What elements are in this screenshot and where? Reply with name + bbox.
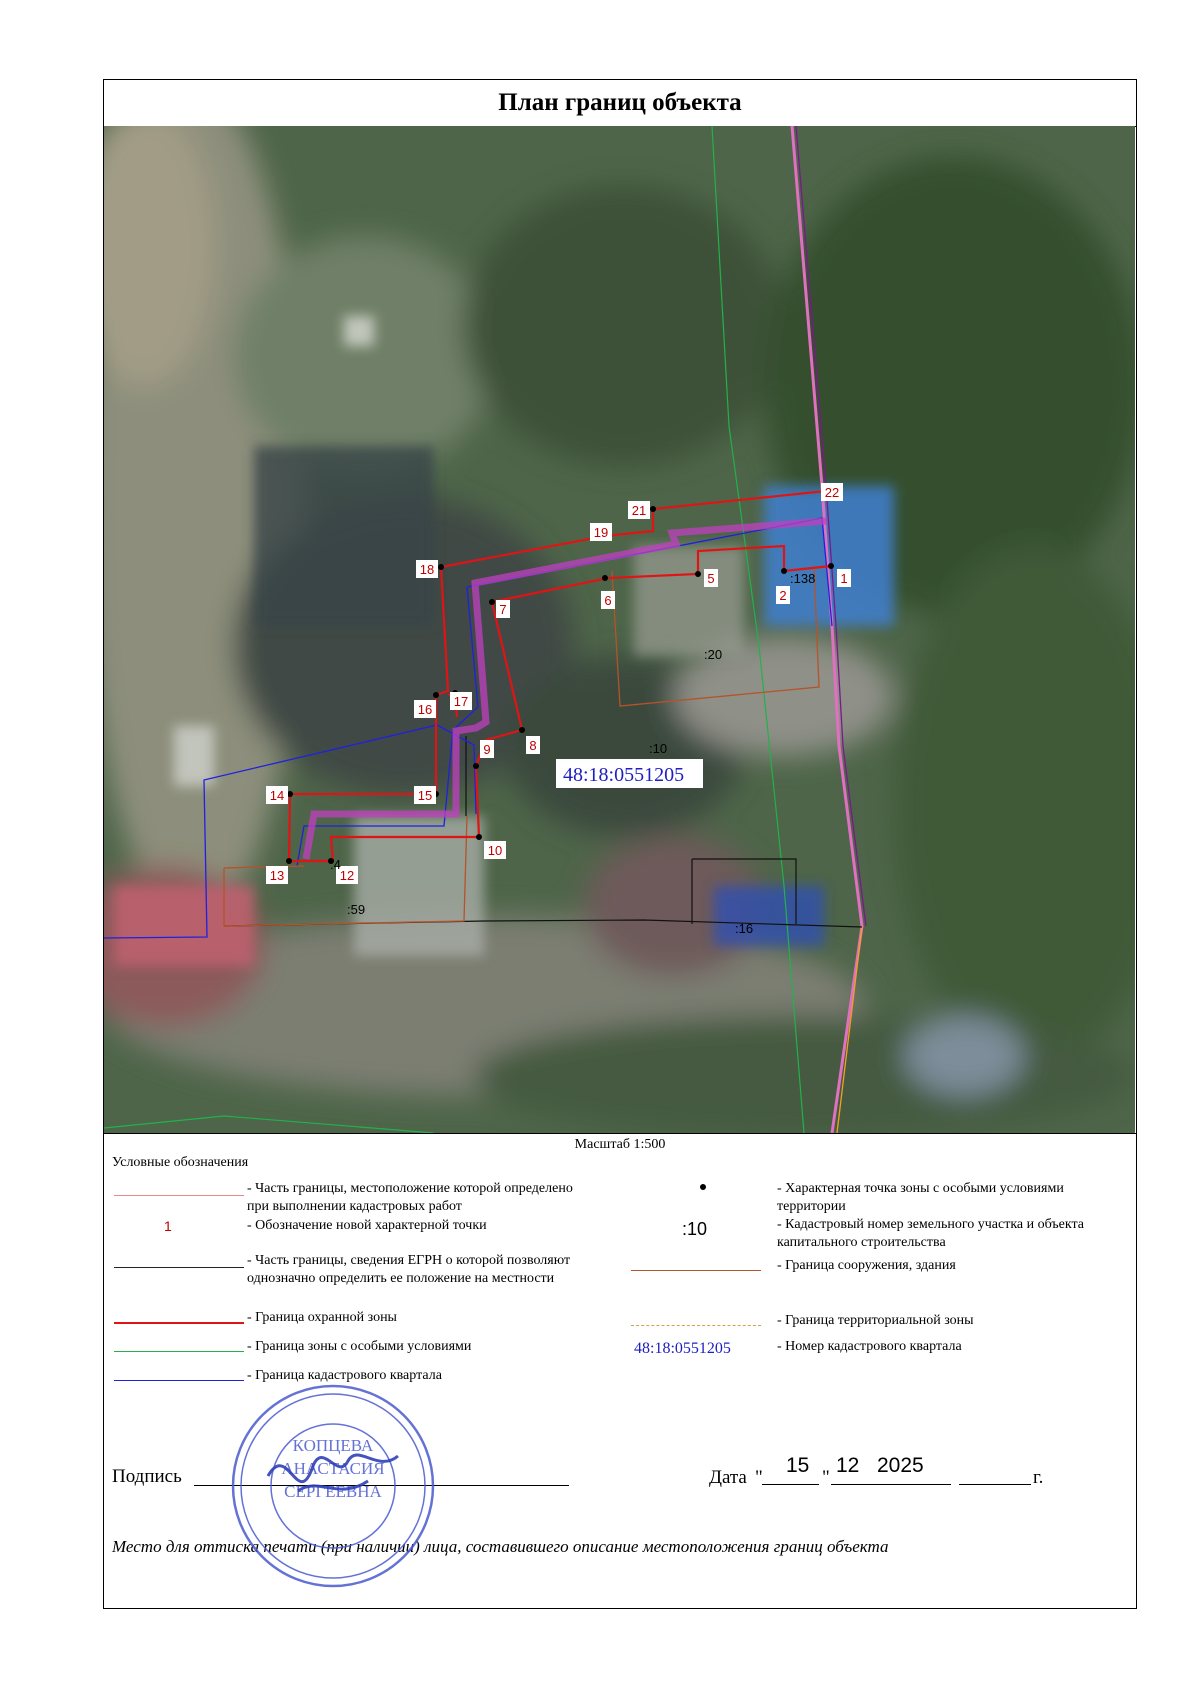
point-label-17: 17 [453,694,469,709]
legend-sample-quarter-number: 48:18:0551205 [634,1340,731,1357]
date-year-line [959,1484,1031,1485]
parcel-label-20: :20 [704,647,723,662]
legend-title: Условные обозначения [112,1155,249,1170]
parcel-label-10: :10 [649,741,668,756]
point-dot-18 [438,564,444,570]
parcel-label-16: :16 [735,921,754,936]
point-label-1: 1 [840,571,848,586]
place-note: Место для оттиска печати (при наличии) лица, составившего описание местоположения границ объекта [112,1537,889,1556]
date-day[interactable]: 15 [786,1454,810,1477]
legend-item-cadastral: - Часть границы, местоположение которой определено при выполнении кадастровых работ [247,1181,573,1214]
point-dot-9 [473,763,479,769]
date-year[interactable]: 2025 [877,1454,924,1477]
quarter-number-label [556,759,703,788]
legend-sample-cadastral-number: :10 [682,1219,708,1239]
map-bottom-border [104,1133,1136,1134]
point-label-2: 2 [779,588,787,603]
point-label-6: 6 [604,593,612,608]
legend-sample-special-zone [114,1351,244,1352]
title-bar [104,80,1136,127]
map-area[interactable] [104,126,1135,1133]
point-dot-16 [433,692,439,698]
date-field [709,1454,1129,1488]
point-label-14: 14 [269,788,285,803]
legend-item-new-point: - Обозначение новой характерной точки [247,1218,487,1233]
stamp-line-2: АНАСТАСИЯ [281,1459,385,1478]
point-label-10: 10 [487,843,503,858]
legend-sample-egrn-line [114,1267,244,1268]
point-dot-1 [828,563,834,569]
page-title: План границ объекта [498,89,742,116]
point-label-9: 9 [483,742,491,757]
point-label-21: 21 [631,503,647,518]
signature-label: Подпись [112,1466,182,1487]
point-label-12: 12 [339,868,355,883]
legend-item-quarter-number: - Номер кадастрового квартала [777,1339,962,1354]
legend-sample-structure [631,1270,761,1271]
stamp-line-3: СЕРГЕЕВНА [284,1482,382,1501]
point-label-19: 19 [593,525,609,540]
date-month-line [831,1484,951,1485]
point-label-13: 13 [269,868,285,883]
plan-frame [103,79,1137,1609]
quarter-number-text: 48:18:0551205 [563,764,685,786]
map-svg[interactable] [104,126,1135,1133]
legend-item-zone-point: - Характерная точка зоны с особыми условиями территории [777,1181,1064,1214]
legend-sample-new-point: 1 [164,1218,172,1234]
point-label-18: 18 [419,562,435,577]
stamp-line-1: КОПЦЕВА [292,1436,374,1455]
legend-item-structure: - Граница сооружения, здания [777,1258,956,1273]
point-label-15: 15 [417,788,433,803]
point-label-16: 16 [417,702,433,717]
stamp-seal [228,1381,438,1591]
point-label-22: 22 [824,485,840,500]
legend-item-special-zone: - Граница зоны с особыми условиями [247,1339,472,1354]
point-label-7: 7 [499,602,507,617]
parcel-label-4: :4 [330,857,341,872]
point-label-8: 8 [529,738,537,753]
legend-sample-protected-zone [114,1322,244,1324]
legend-item-territorial-zone: - Граница территориальной зоны [777,1313,974,1328]
point-dot-7 [489,599,495,605]
legend-item-cadastral-number: - Кадастровый номер земельного участка и объекта капитального строительства [777,1217,1084,1250]
date-day-line [762,1484,819,1485]
point-dot-10 [476,834,482,840]
date-quote-open: " [755,1467,763,1488]
legend-item-protected-zone: - Граница охранной зоны [247,1310,397,1325]
point-dot-6 [602,575,608,581]
point-dot-2 [781,568,787,574]
legend-item-quarter-boundary: - Граница кадастрового квартала [247,1368,442,1383]
legend-sample-territorial-zone [631,1325,761,1326]
legend-sample-quarter-boundary [114,1380,244,1381]
point-dot-5 [695,571,701,577]
date-month[interactable]: 12 [836,1454,860,1477]
point-dot-8 [519,727,525,733]
point-dot-21 [650,506,656,512]
scale-label: Масштаб 1:500 [574,1137,666,1152]
date-quote-close: " [822,1467,830,1488]
parcel-label-59: :59 [347,902,366,917]
legend-item-egrn: - Часть границы, сведения ЕГРН о которой позволяют однозначно определить ее положение на местности [247,1253,571,1286]
date-suffix: г. [1033,1467,1044,1488]
legend-sample-cadastral-line [114,1195,244,1196]
legend-sample-point-dot [700,1176,710,1186]
point-dot-13 [286,858,292,864]
point-label-5: 5 [707,571,715,586]
date-label: Дата [709,1467,747,1488]
satellite-imagery [104,126,1135,1133]
parcel-label-138: :138 [790,571,816,586]
